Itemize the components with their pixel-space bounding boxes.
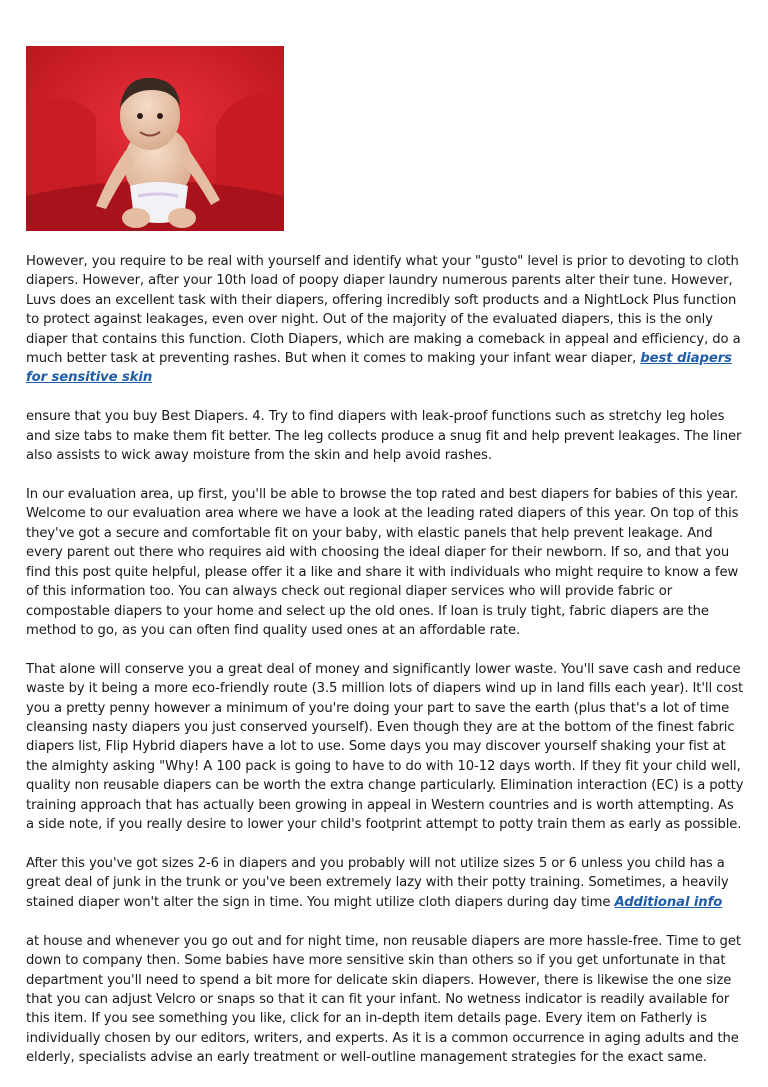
link-best-diapers[interactable]: best diapers for sensitive skin (26, 351, 732, 386)
paragraph: ensure that you buy Best Diapers. 4. Try to find diapers with leak-proof functions such as stretchy leg holes and size tabs to make them fit better. The leg collects produce a snug fit and help prevent leakages. The liner also assists to wick away moisture from the skin and help avoid rashes. (26, 409, 742, 464)
document-page (26, 46, 744, 1087)
paragraph: That alone will conserve you a great deal of money and significantly lower waste. You'll save cash and reduce waste by it being a more eco-friendly route (3.5 million lots of diapers wind up in land fills each year). It'll cost you a pretty penny however a minimum of you're doing your part to save the earth (plus that's a lot of time cleansing nasty diapers you just conserved yourself). Even though they are at the bottom of the finest fabric diapers list, Flip Hybrid diapers have a lot to use. Some days you may discover yourself shaking your fist at the almighty asking "Why! A 100 pack is going to have to do with 10-12 days worth. If they fit your child well, quality non reusable diapers can be worth the extra change particularly. Elimination interaction (EC) is a potty training approach that has actually been growing in appeal in Western countries and is worth attempting. As a side note, if you really desire to lower your child's footprint attempt to potty train them as early as possible. (26, 661, 744, 833)
paragraph: After this you've got sizes 2-6 in diapers and you probably will not utilize sizes 5 or 6 unless you child has a great deal of junk in the trunk or you've been extremely lazy with their potty training. Sometimes, a heavily stained diaper won't alter the sign in time. You might utilize cloth diapers during day time Additional info (26, 855, 729, 910)
link-additional-info[interactable]: Additional info (614, 894, 723, 910)
baby-photo (26, 46, 284, 231)
paragraph: However, you require to be real with yourself and identify what your "gusto" level is prior to devoting to cloth diapers. However, after your 10th load of poopy diaper laundry numerous parents alter their tune. However, Luvs does an excellent task with their diapers, offering incredibly soft products and a NightLock Plus function to protect against leakages, even over night. Out of the majority of the evaluated diapers, this is the only diaper that contains this function. Cloth Diapers, which are making a comeback in appeal and efficiency, do a much better task at preventing rashes. But when it comes to making your infant wear diaper, best diapers for sensitive skin (26, 254, 741, 386)
paragraph: In our evaluation area, up first, you'll be able to browse the top rated and best diapers for babies of this year. Welcome to our evaluation area where we have a look at the leading rated diapers of this year. On top of this they've got a secure and comfortable fit on your baby, with elastic panels that help prevent leakage. And every parent out there who requires aid with choosing the ideal diaper for their newborn. If so, and that you find this post quite helpful, please offer it a like and share it with individuals who might require to know a few of this information too. You can always check out regional diaper services who will provide fabric or compostable diapers to your home and select up the old ones. If loan is truly tight, fabric diapers are the method to go, as you can often find quality used ones at an affordable rate. (26, 487, 739, 638)
paragraph: at house and whenever you go out and for night time, non reusable diapers are more hassle-free. Time to get down to company then. Some babies have more sensitive skin than others so if you get unfortunate in that department you'll need to spend a bit more for delicate skin diapers. However, there is likewise the one size that you can adjust Velcro or snaps so that it can fit your infant. No wetness indicator is readily available for this item. If you see something you like, click for an in-depth item details page. Every item on Fatherly is individually chosen by our editors, writers, and experts. As it is a common occurrence in aging adults and the elderly, specialists advise an early treatment or well-outline management strategies for the exact same. (26, 933, 741, 1066)
